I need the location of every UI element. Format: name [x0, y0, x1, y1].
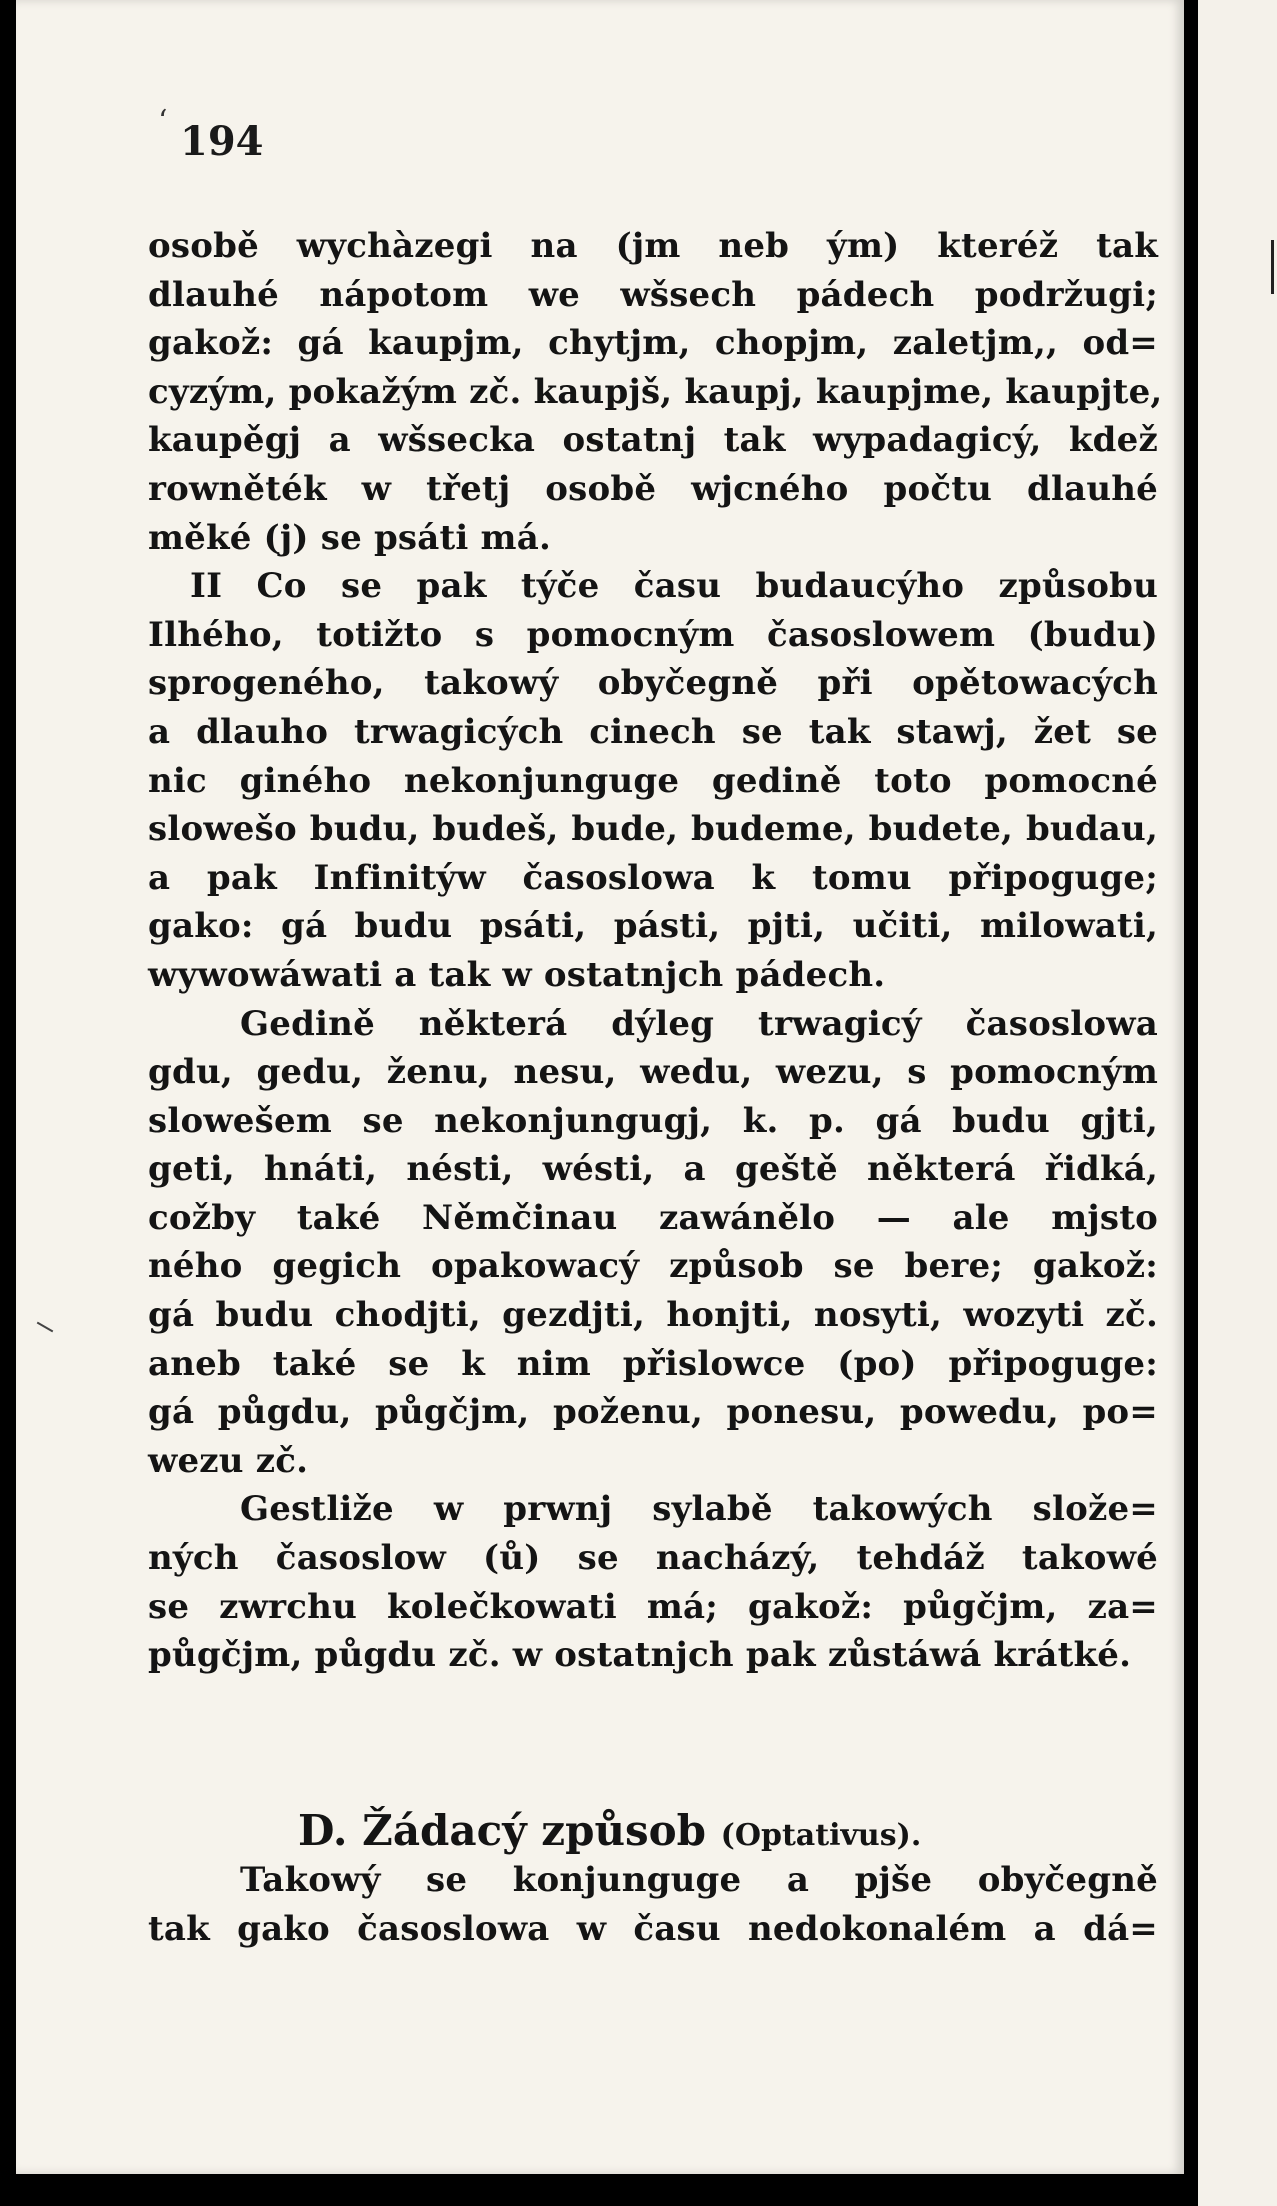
text-line: ného gegich opakowacý způsob se bere; gakož: [148, 1246, 1158, 1287]
text-line: gdu, gedu, ženu, nesu, wedu, wezu, s pomocným [148, 1052, 1158, 1093]
text-line: Ilhého, totižto s pomocným časoslowem (budu) [148, 614, 1158, 655]
text-line: se zwrchu kolečkowati má; gakož: půgčjm, za= [148, 1586, 1158, 1627]
text-line: wywowáwati a tak w ostatnjch pádech. [148, 954, 886, 995]
text-line: sprogeného, takowý obyčegně při opětowacých [148, 663, 1158, 704]
text-line: ných časoslow (ů) se nacházý, tehdáž takowé [148, 1538, 1158, 1579]
text-line: a pak Infinitýw časoslowa k tomu připoguge; [148, 857, 1158, 898]
text-line: wezu zč. [148, 1440, 309, 1481]
text-line: gako: gá budu psáti, pásti, pjti, učiti, milowati, [148, 906, 1158, 947]
section-letter: D. [298, 1806, 348, 1855]
text-line: II Co se pak týče času budaucýho způsobu [190, 566, 1158, 607]
section-title: Žádacý způsob [362, 1806, 707, 1855]
text-line: gakož: gá kaupjm, chytjm, chopjm, zaletjm,, od= [148, 323, 1158, 364]
text-line: cyzým, pokažým zč. kaupjš, kaupj, kaupjme, kaupjte, [148, 371, 1163, 412]
text-line: rowněték w třetj osobě wjcného počtu dlauhé [148, 468, 1158, 509]
page-gutter [1184, 0, 1198, 2206]
text-line: aneb také se k nim přislowce (po) připoguge: [148, 1343, 1158, 1384]
text-line: cožby také Němčinau zawánělo — ale mjsto [148, 1197, 1158, 1238]
text-line: tak gako časoslowa w času nedokonalém a dá= [148, 1908, 1158, 1949]
text-line: Gestliže w prwnj sylabě takowých slože= [240, 1489, 1158, 1530]
section-latin: (Optativus). [720, 1818, 922, 1853]
body-text-2 [148, 1856, 1158, 1953]
text-line: slowešo budu, budeš, bude, budeme, budete, budau, [148, 809, 1158, 850]
text-line: nic giného nekonjunguge gedině toto pomocné [148, 760, 1158, 801]
text-line: měké (j) se psáti má. [148, 517, 552, 558]
text-line: kaupěgj a wšsecka ostatnj tak wypadagicý, kdež [148, 420, 1158, 461]
text-line: Takowý se konjunguge a pjše obyčegně [240, 1860, 1158, 1900]
facing-page-edge [1198, 0, 1277, 2206]
page-number: 194 [180, 118, 264, 165]
text-line: Gedině některá dýleg trwagicý časoslowa [240, 1003, 1158, 1044]
text-line: půgčjm, půgdu zč. w ostatnjch pak zůstáwá krátké. [148, 1635, 1132, 1676]
text-line: geti, hnáti, nésti, wésti, a geště některá řidká, [148, 1149, 1158, 1190]
text-line: gá půgdu, půgčjm, poženu, ponesu, powedu, po= [148, 1392, 1158, 1433]
body-text [148, 222, 1163, 1680]
text-line: dlauhé nápotom we wšsech pádech podržugi; [148, 274, 1158, 315]
corner-mark: ʻ [158, 104, 168, 139]
text-line: osobě wychàzegi na (jm neb ým) kteréž tak [148, 226, 1158, 266]
facing-page-marks [1271, 240, 1277, 294]
text-line: gá budu chodjti, gezdjti, honjti, nosyti, wozyti zč. [148, 1295, 1158, 1336]
section-heading [298, 1806, 921, 1855]
text-line: slowešem se nekonjungugj, k. p. gá budu gjti, [148, 1100, 1158, 1141]
text-line: a dlauho trwagicých cinech se tak stawj, žet se [148, 711, 1158, 752]
